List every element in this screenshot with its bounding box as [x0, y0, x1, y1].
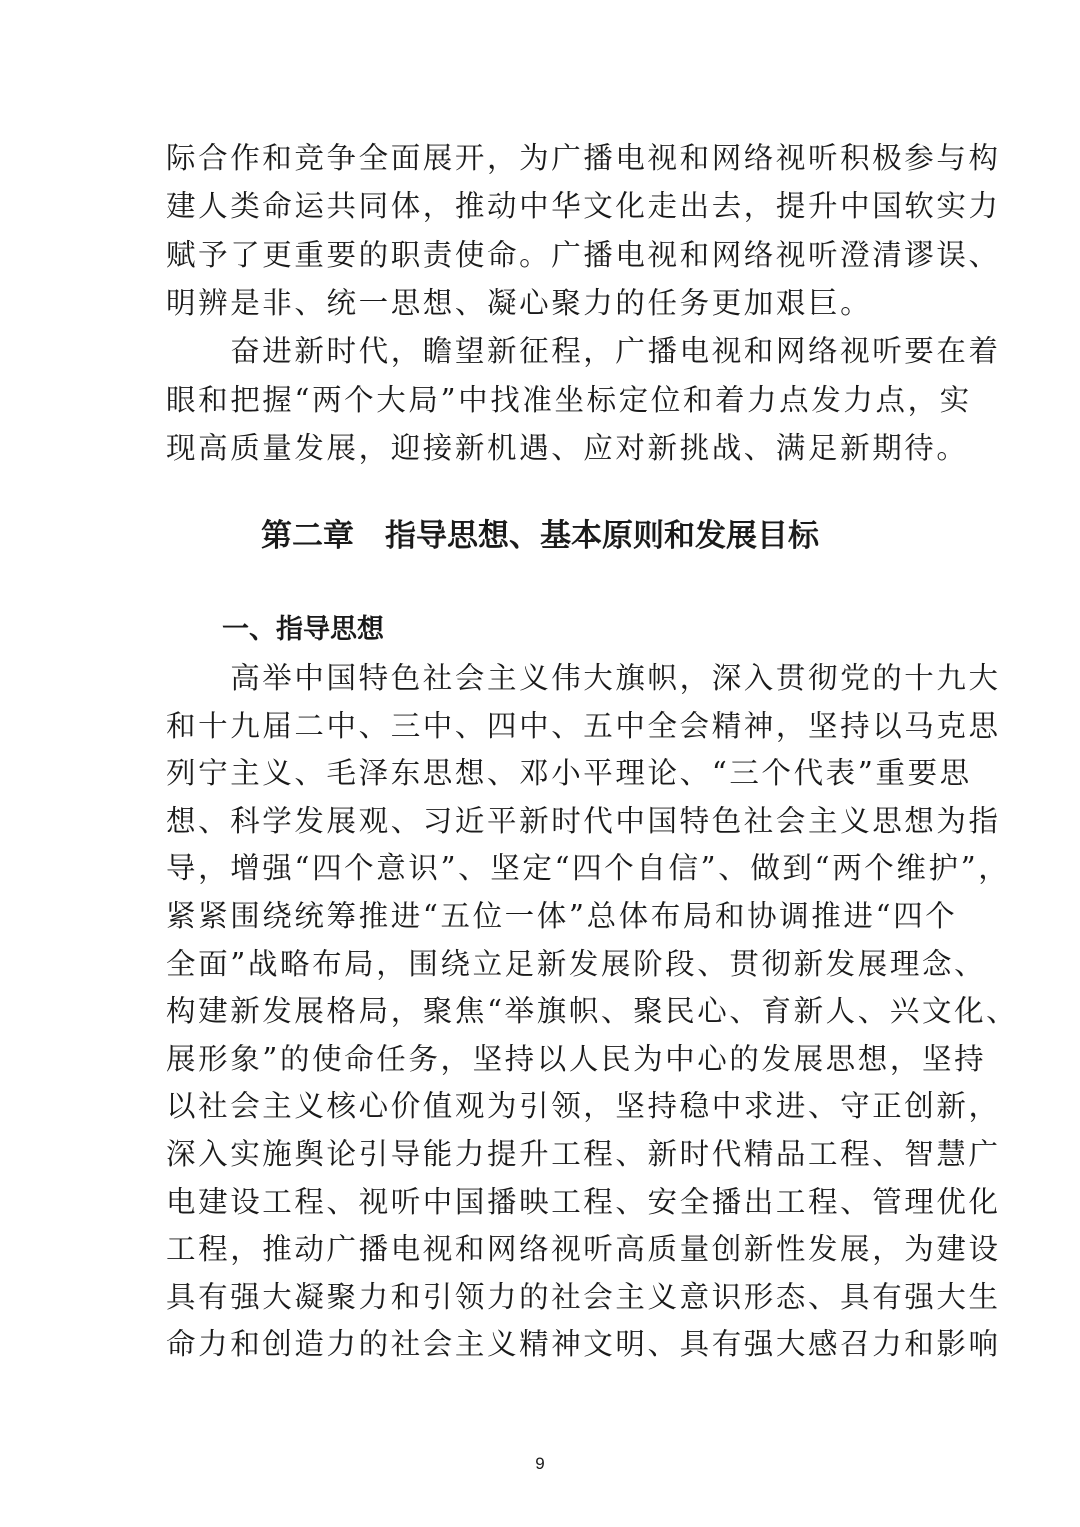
text-line: 命力和创造力的社会主义精神文明、具有强大感召力和影响	[166, 1327, 1001, 1362]
text-line: 高举中国特色社会主义伟大旗帜，深入贯彻党的十九大	[166, 661, 1001, 695]
text-line: 奋进新时代，瞻望新征程，广播电视和网络视听要在着	[166, 334, 1001, 369]
text-line: 想、科学发展观、习近平新时代中国特色社会主义思想为指	[166, 803, 1001, 838]
text-line: 明辨是非、统一思想、凝心聚力的任务更加艰巨。	[166, 285, 873, 320]
text-line: 电建设工程、视听中国播映工程、安全播出工程、管理优化	[166, 1184, 1001, 1219]
text-line: 具有强大凝聚力和引领力的社会主义意识形态、具有强大生	[166, 1279, 1001, 1314]
text-line: 深入实施舆论引导能力提升工程、新时代精品工程、智慧广	[166, 1137, 1001, 1171]
text-line: 和十九届二中、三中、四中、五中全会精神，坚持以马克思	[166, 708, 1001, 743]
text-line: 眼和把握“两个大局”中找准坐标定位和着力点发力点，实	[166, 382, 972, 417]
page-number: 9	[535, 1454, 545, 1473]
text-line: 全面”战略布局，围绕立足新发展阶段、贯彻新发展理念、	[166, 946, 987, 981]
chapter-title: 第二章 指导思想、基本原则和发展目标	[261, 518, 819, 554]
text-line: 紧紧围绕统筹推进“五位一体”总体布局和协调推进“四个	[166, 899, 958, 933]
text-line: 列宁主义、毛泽东思想、邓小平理论、“三个代表”重要思	[166, 756, 972, 791]
text-line: 构建新发展格局，聚焦“举旗帜、聚民心、育新人、兴文化、	[166, 994, 1019, 1029]
text-line: 建人类命运共同体，推动中华文化走出去，提升中国软实力	[166, 189, 1001, 224]
text-line: 导，增强“四个意识”、坚定“四个自信”、做到“两个维护”，	[166, 851, 1011, 886]
text-line: 工程，推动广播电视和网络视听高质量创新性发展，为建设	[166, 1232, 1001, 1267]
text-line: 展形象”的使命任务，坚持以人民为中心的发展思想，坚持	[166, 1041, 987, 1076]
text-line: 现高质量发展，迎接新机遇、应对新挑战、满足新期待。	[166, 430, 969, 465]
text-line: 赋予了更重要的职责使命。广播电视和网络视听澄清谬误、	[166, 237, 1001, 272]
text-line: 际合作和竞争全面展开，为广播电视和网络视听积极参与构	[166, 141, 1001, 175]
text-line: 以社会主义核心价值观为引领，坚持稳中求进、守正创新，	[166, 1089, 1001, 1124]
section-heading: 一、指导思想	[222, 614, 384, 645]
